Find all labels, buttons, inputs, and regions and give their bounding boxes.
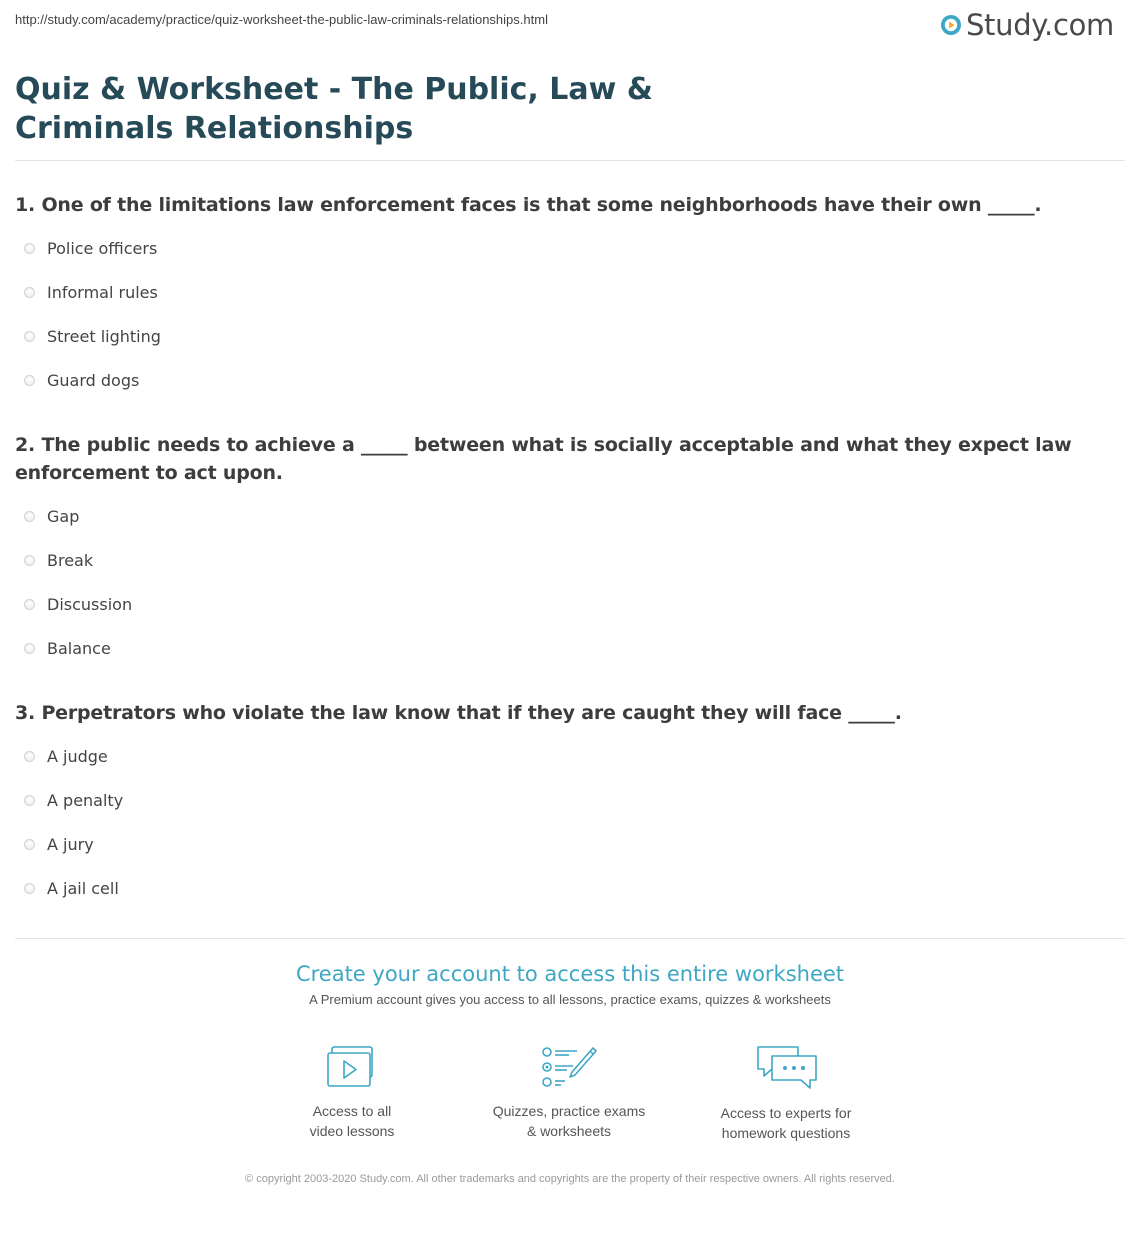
- radio-button-icon[interactable]: [24, 643, 35, 654]
- cta-subtitle: A Premium account gives you access to all lessons, practice exams, quizzes & worksheets: [309, 992, 831, 1007]
- chat-bubbles-icon: [754, 1045, 818, 1091]
- radio-button-icon[interactable]: [24, 375, 35, 386]
- answer-label: A jury: [47, 835, 94, 854]
- radio-button-icon[interactable]: [24, 599, 35, 610]
- answer-label: Informal rules: [47, 283, 158, 302]
- feature-quizzes: [469, 1045, 669, 1141]
- answer-label: Break: [47, 551, 94, 570]
- answer-option[interactable]: [15, 507, 1122, 551]
- answer-option[interactable]: [15, 551, 1122, 595]
- question-2: [15, 431, 1122, 683]
- answer-label: A jail cell: [47, 879, 119, 898]
- answer-label: Balance: [47, 639, 111, 658]
- answer-label: A penalty: [47, 791, 124, 810]
- question-text: 1. One of the limitations law enforcement faces is that some neighborhoods have their own _____.: [15, 194, 1042, 216]
- answer-option[interactable]: [15, 639, 1122, 683]
- signup-cta: [0, 962, 1140, 1007]
- radio-button-icon[interactable]: [24, 555, 35, 566]
- radio-button-icon[interactable]: [24, 331, 35, 342]
- divider: [15, 938, 1125, 939]
- radio-button-icon[interactable]: [24, 839, 35, 850]
- radio-button-icon[interactable]: [24, 795, 35, 806]
- answer-label: Gap: [47, 507, 80, 526]
- answer-option[interactable]: [15, 239, 1122, 283]
- answer-option[interactable]: [15, 835, 1122, 879]
- logo-text: Study.com: [965, 8, 1114, 42]
- study-logo[interactable]: [940, 8, 1114, 42]
- quiz-checklist-icon: [541, 1045, 597, 1089]
- page-url: http://study.com/academy/practice/quiz-worksheet-the-public-law-criminals-relationships.html: [15, 12, 548, 27]
- answer-label: Police officers: [47, 239, 158, 258]
- feature-label: Access to experts for homework questions: [720, 1105, 852, 1141]
- feature-label: Access to all video lessons: [309, 1103, 395, 1139]
- answer-label: Discussion: [47, 595, 133, 614]
- feature-label: Quizzes, practice exams & worksheets: [492, 1103, 646, 1139]
- copyright-notice: © copyright 2003-2020 Study.com. All other trademarks and copyrights are the property of their respective owners. All rights reserved.: [245, 1173, 895, 1185]
- answer-option[interactable]: [15, 879, 1122, 923]
- radio-button-icon[interactable]: [24, 751, 35, 762]
- answer-option[interactable]: [15, 371, 1122, 415]
- answer-label: A judge: [47, 747, 108, 766]
- play-circle-icon: [940, 14, 962, 36]
- answer-options: [15, 747, 1122, 923]
- answer-option[interactable]: [15, 327, 1122, 371]
- answer-options: [15, 239, 1122, 415]
- radio-button-icon[interactable]: [24, 243, 35, 254]
- feature-experts: [686, 1045, 886, 1143]
- question-3: [15, 699, 1122, 923]
- radio-button-icon[interactable]: [24, 883, 35, 894]
- cta-title-link[interactable]: Create your account to access this entire worksheet: [295, 962, 845, 986]
- answer-option[interactable]: [15, 747, 1122, 791]
- answer-option[interactable]: [15, 791, 1122, 835]
- question-text: 2. The public needs to achieve a _____ between what is socially acceptable and what they expect law enforcement to act upon.: [15, 434, 1072, 484]
- radio-button-icon[interactable]: [24, 287, 35, 298]
- answer-options: [15, 507, 1122, 683]
- radio-button-icon[interactable]: [24, 511, 35, 522]
- divider: [15, 160, 1125, 161]
- feature-video-lessons: [252, 1045, 452, 1141]
- answer-label: Street lighting: [47, 327, 161, 346]
- page-title: Quiz & Worksheet - The Public, Law & Criminals Relationships: [15, 72, 653, 146]
- answer-option[interactable]: [15, 283, 1122, 327]
- question-1: [15, 191, 1122, 415]
- question-text: 3. Perpetrators who violate the law know that if they are caught they will face _____.: [15, 702, 902, 724]
- video-lessons-icon: [326, 1045, 378, 1089]
- answer-option[interactable]: [15, 595, 1122, 639]
- answer-label: Guard dogs: [47, 371, 140, 390]
